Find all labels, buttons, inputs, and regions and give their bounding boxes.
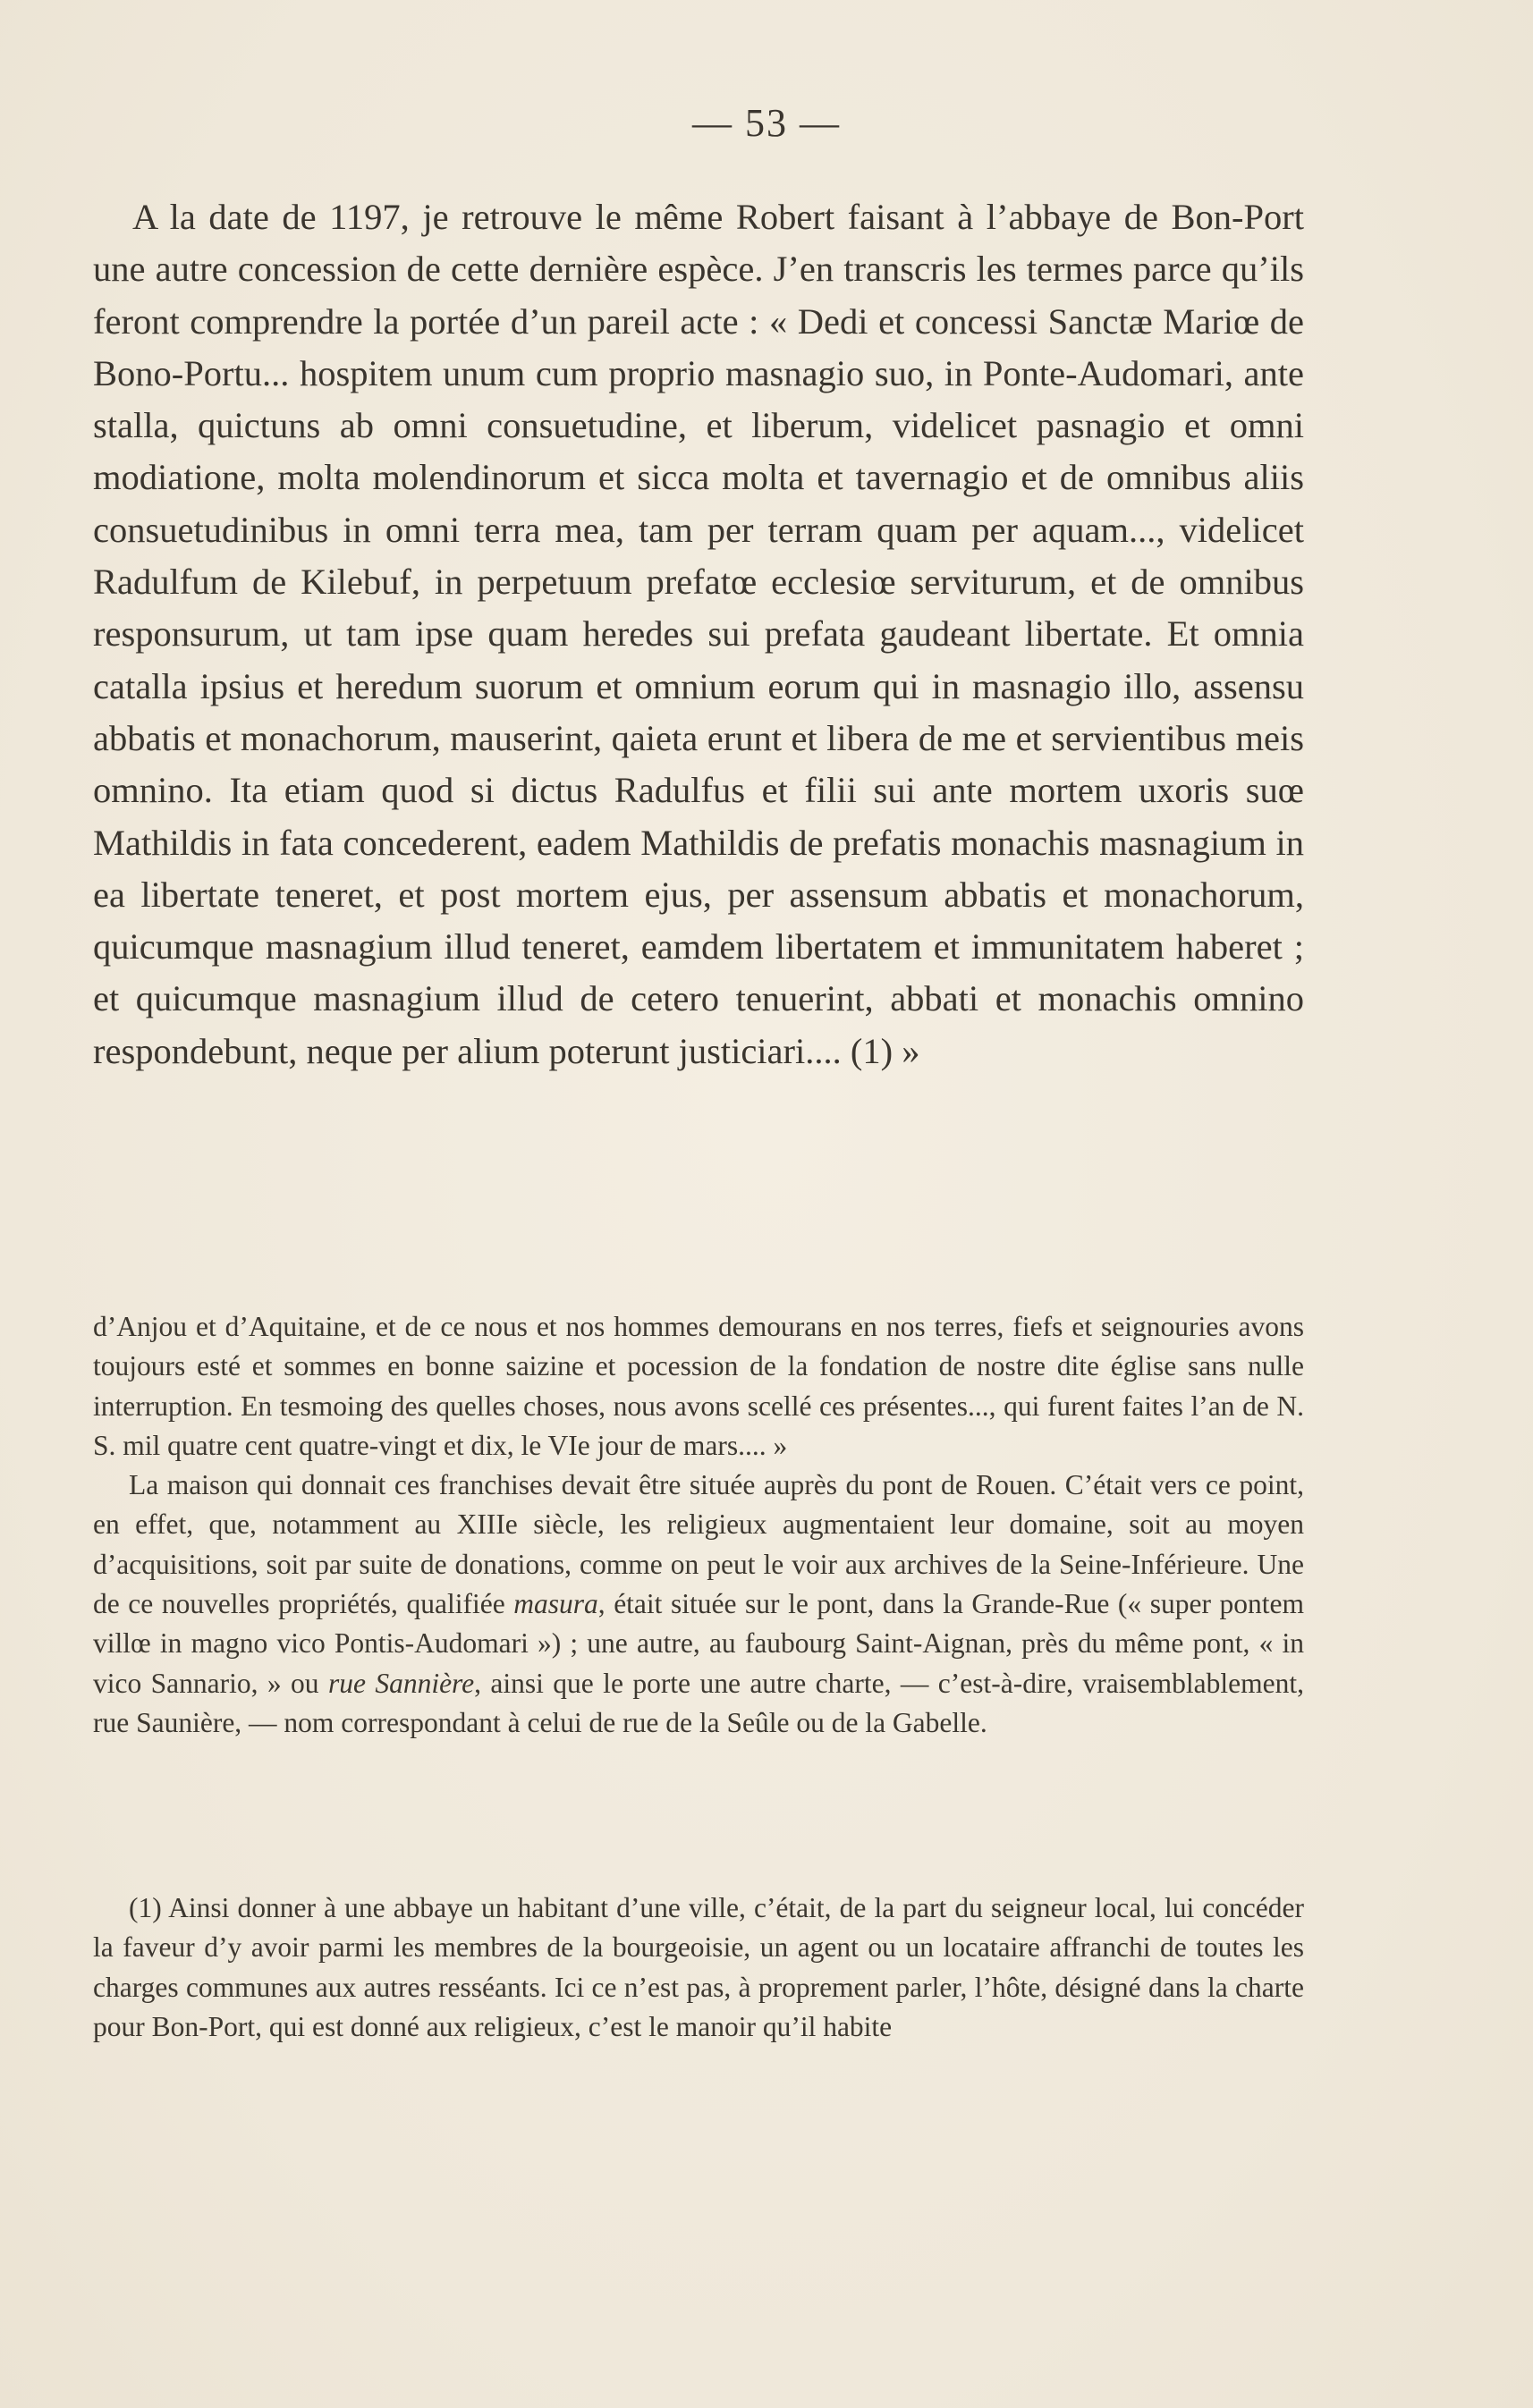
note-paragraph <box>93 1466 1304 1743</box>
note-block <box>93 1307 1304 1743</box>
footnote-block <box>93 1888 1304 2047</box>
note-paragraph-italic-masura: masura <box>513 1588 598 1620</box>
note-paragraph-part2: , était située sur le pont, dans la Grande-Rue (« super pontem villœ in magno vico Pontis-Audomari ») ; une autre, au faubourg Saint-Aignan, près du même pont, « in vico Sannario, » ou <box>93 1588 1304 1699</box>
footnote-1: (1) Ainsi donner à une abbaye un habitant d’une ville, c’était, de la part du seigneur local, lui concéder la faveur d’y avoir parmi les membres de la bourgeoisie, un agent ou un locataire affranchi de toutes les charges communes aux autres resséants. Ici ce n’est pas, à proprement parler, l’hôte, désigné dans la charte pour Bon-Port, qui est donné aux religieux, c’est le manoir qu’il habite <box>93 1892 1304 2042</box>
note-continuation: d’Anjou et d’Aquitaine, et de ce nous et nos hommes demourans en nos terres, fiefs et seignouries avons toujours esté et sommes en bonne saizine et pocession de la fondation de nostre dite église sans nulle interruption. En tesmoing des quelles choses, nous avons scellé ces présentes..., qui furent faites l’an de N. S. mil quatre cent quatre-vingt et dix, le VIe jour de mars.... » <box>93 1311 1304 1461</box>
main-paragraph: A la date de 1197, je retrouve le même Robert faisant à l’abbaye de Bon-Port une autre concession de cette dernière espèce. J’en transcris les termes parce qu’ils feront comprendre la portée d’un pareil acte : « Dedi et concessi Sanctæ Mariœ de Bono-Portu... hospitem unum cum proprio masnagio suo, in Ponte-Audomari, ante stalla, quictuns ab omni consuetudine, et liberum, videlicet pasnagio et omni modiatione, molta molendinorum et sicca molta et tavernagio et de omnibus aliis consuetudinibus in omni terra mea, tam per terram quam per aquam..., videlicet Radulfum de Kilebuf, in perpetuum prefatœ ecclesiœ serviturum, et de omnibus responsurum, ut tam ipse quam heredes sui prefata gaudeant libertate. Et omnia catalla ipsius et heredum suorum et omnium eorum qui in masnagio illo, assensu abbatis et monachorum, mauserint, qaieta erunt et libera de me et servientibus meis omnino. Ita etiam quod si dictus Radulfus et filii sui ante mortem uxoris suœ Mathildis in fata concederent, eadem Mathildis de prefatis monachis masnagium in ea libertate teneret, et post mortem ejus, per assensum abbatis et monachorum, quicumque masnagium illud teneret, eamdem libertatem et immunitatem haberet ; et quicumque masnagium illud de cetero tenuerint, abbati et monachis omnino respondebunt, neque per alium poterunt justiciari.... (1) » <box>93 197 1304 1071</box>
note-paragraph-part3: , ainsi que le porte une autre charte, — c’est-à-dire, vraisemblablement, rue Saunière, — nom correspondant à celui de rue de la Seûle ou de la Gabelle. <box>93 1667 1304 1738</box>
note-paragraph-italic-rue-sanniere: rue Sannière <box>327 1667 475 1699</box>
note-paragraph-part1: La maison qui donnait ces franchises devait être située auprès du pont de Rouen. C’était vers ce point, en effet, que, notamment au XIIIe siècle, les religieux augmentaient leur domaine, soit au moyen d’acquisitions, soit par suite de donations, comme on peut le voir aux archives de la Seine-Inférieure. Une de ce nouvelles propriétés, qualifiée <box>93 1469 1304 1620</box>
main-text-block <box>93 191 1304 1077</box>
page-number: — 53 — <box>692 101 841 145</box>
